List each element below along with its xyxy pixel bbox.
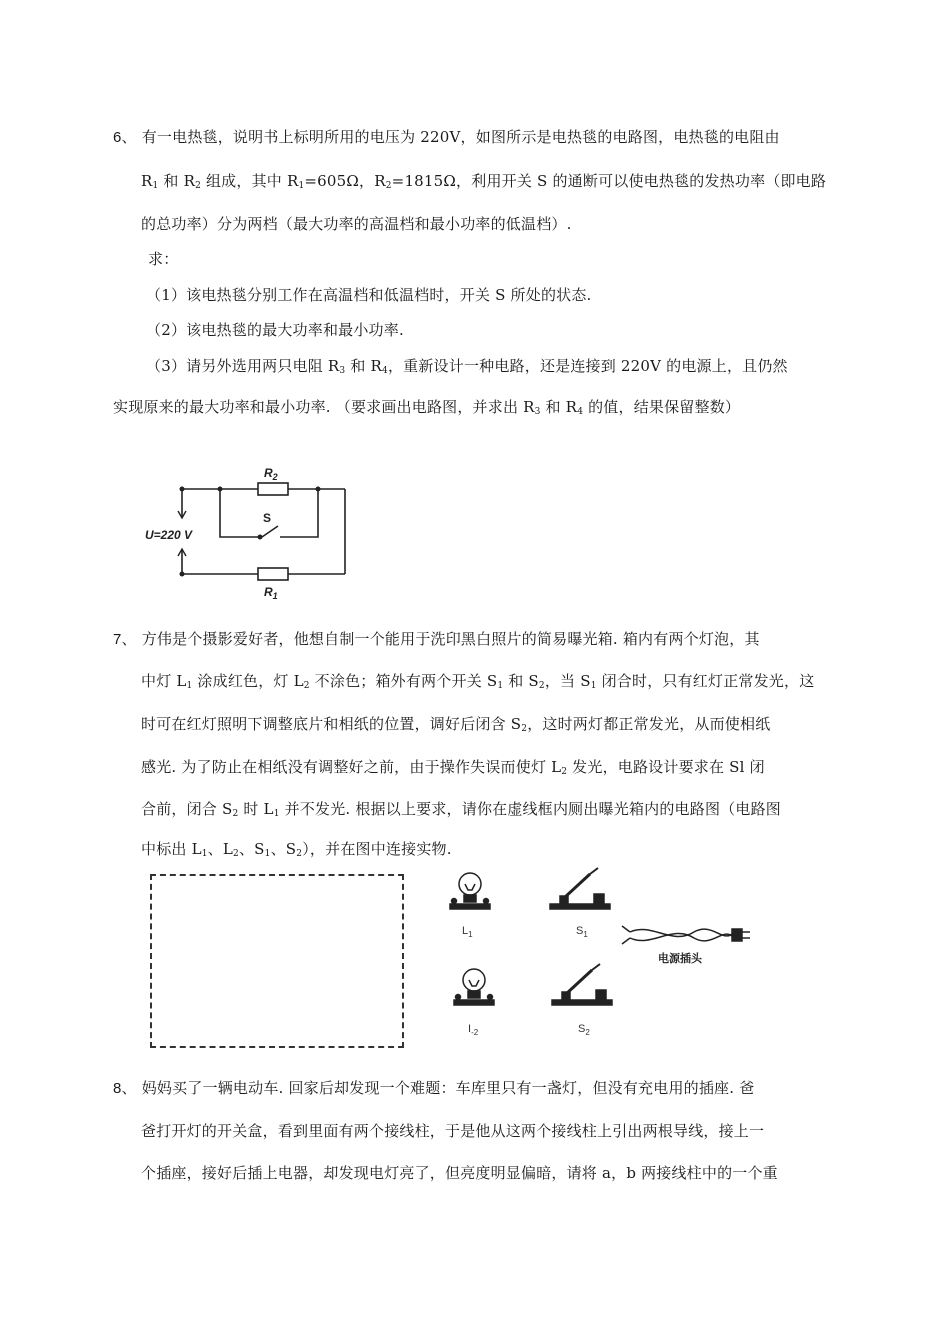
q7-subscript: 1 [264,849,271,859]
q6-part-2: （2）该电热毯的最大功率和最小功率. [146,321,404,339]
q7-number: 7、 [113,631,137,648]
node-dot [316,487,321,492]
q6-line-2 [141,170,826,191]
q7-line-1 [113,628,760,649]
q6-subscript: 4 [382,366,388,376]
switch-contact [258,535,263,540]
label-s1: $S_1$ [576,925,588,939]
q6-text: 和 R [540,398,578,416]
q7-text: 并不发光. 根据以上要求，请你在虚线框内厕出曝光箱内的电路图（电路图 [279,800,781,818]
q6-number: 6、 [113,129,137,146]
q6-subscript: 3 [534,407,541,417]
q6-text: =605Ω，R [304,172,386,190]
q6-text: ，重新设计一种电路，还是连接到 220V 的电源上，且仍然 [387,357,788,375]
label-l1: $L_1$ [462,925,473,939]
r1-label: $R_1$ [264,585,278,601]
q6-text: R [141,172,153,190]
q6-subscript: 2 [195,181,202,191]
q7-line-3 [141,713,770,734]
bulb-l1-icon [450,873,490,909]
q8-line-1 [113,1077,754,1098]
q6-ask: 求： [148,250,179,268]
q7-text: 、S [270,840,297,858]
switch-blade [262,526,278,537]
switch-s1-icon [550,868,610,909]
q6-line-3: 的总功率）分为两档（最大功率的高温档和最小功率的低温档）. [141,215,572,233]
q8-number: 8、 [113,1080,137,1097]
q7-text: 时可在红灯照明下调整底片和相纸的位置，调好后闭含 S [141,715,522,733]
q7-subscript: 1 [590,681,597,691]
q6-part-1: （1）该电热毯分别工作在高温档和低温档时，开关 S 所处的状态. [146,286,592,304]
q7-text: 中灯 L [141,672,187,690]
switch-label: S [263,511,272,525]
node-dot [180,487,185,492]
q8-text: 妈妈买了一辆电动车. 回家后却发现一个难题：车库里只有一盏灯，但没有充电用的插座. 爸 [141,1079,755,1097]
voltage-label: U=220 V [145,528,193,542]
power-plug-icon [622,926,750,944]
q7-text: 涂成红色，灯 L [192,672,304,690]
q6-circuit-diagram [140,462,370,602]
q7-text: 、L [207,840,234,858]
q7-subscript: 2 [296,849,303,859]
label-l2: $I_{-2}$ [468,1023,479,1037]
q7-subscript: 2 [303,681,310,691]
q6-text: 组成，其中 R [201,172,299,190]
q7-text: 时 L [238,800,274,818]
q6-subscript: 3 [339,366,346,376]
q7-components-figure [432,862,762,1052]
q6-subscript: 4 [577,407,584,417]
q6-subscript: 2 [385,181,392,191]
q6-text: 和 R [345,357,382,375]
q7-subscript: 2 [561,767,568,777]
q6-text: （3）请另外选用两只电阻 R [146,357,340,375]
switch-right-wire [280,489,318,537]
q7-text: 合前，闭合 S [141,800,233,818]
q6-text: 实现原来的最大功率和最小功率. （要求画出电路图，并求出 R [113,398,535,416]
q7-text: 不涂色；箱外有两个开关 S [309,672,498,690]
q6-text: 的值，结果保留整数） [583,398,741,416]
r2-label: $R_2$ [264,466,278,482]
node-dot [180,572,185,577]
q7-text: 、S [238,840,265,858]
q7-line-2 [141,670,814,691]
q6-line-1 [113,126,780,147]
label-s2: $S_2$ [578,1023,590,1037]
switch-s2-icon [552,964,612,1005]
q7-subscript: 1 [497,681,504,691]
switch-left-wire [220,489,258,537]
q7-text: 闭合时，只有红灯正常发光，这 [596,672,815,690]
resistor-r1 [258,568,288,580]
q7-text: 发光，电路设计要求在 Sl 闭 [567,758,765,776]
q7-text: 感光. 为了防止在相纸没有调整好之前，由于操作失误而使灯 L [141,758,562,776]
q7-subscript: 2 [233,849,239,859]
q7-subscript: 2 [232,809,239,819]
q6-text: 和 R [158,172,196,190]
plug-label: 电源插头 [658,953,702,965]
q6-subscript: 1 [152,181,159,191]
q7-text: 和 S [503,672,539,690]
q7-text: ，当 S [544,672,591,690]
q7-text: 中标出 L [141,840,202,858]
resistor-r2 [258,483,288,495]
q6-subscript: 1 [298,181,305,191]
q7-text: ，这时两灯都正常发光，从而使相纸 [527,715,771,733]
q7-subscript: 2 [538,681,545,691]
q7-answer-box[interactable] [150,874,404,1048]
q7-line-6 [141,838,452,859]
q7-line-5 [141,798,781,819]
q6-text-1: 有一电热毯，说明书上标明所用的电压为 220V，如图所示是电热毯的电路图，电热毯的电阻由 [141,128,780,146]
node-dot [218,487,223,492]
q6-part-3-cont [113,396,740,417]
q8-line-2: 爸打开灯的开关盒，看到里面有两个接线柱，于是他从这两个接线柱上引出两根导线，接上一 [141,1122,765,1140]
bulb-l2-icon [454,969,494,1005]
q7-text: ），并在图中连接实物. [302,840,452,858]
q7-subscript: 1 [186,681,193,691]
q7-subscript: 1 [273,809,280,819]
q7-line-4 [141,756,765,777]
q8-line-3: 个插座，接好后插上电器，却发现电灯亮了，但亮度明显偏暗，请将 a，b 两接线柱中的一个重 [141,1164,778,1182]
q6-part-3 [146,355,788,376]
q7-subscript: 1 [201,849,208,859]
q6-text: =1815Ω，利用开关 S 的通断可以使电热毯的发热功率（即电路 [391,172,827,190]
q7-subscript: 2 [521,724,528,734]
q7-text: 方伟是个摄影爱好者，他想自制一个能用于洗印黑白照片的简易曝光箱. 箱内有两个灯泡，其 [141,630,760,648]
